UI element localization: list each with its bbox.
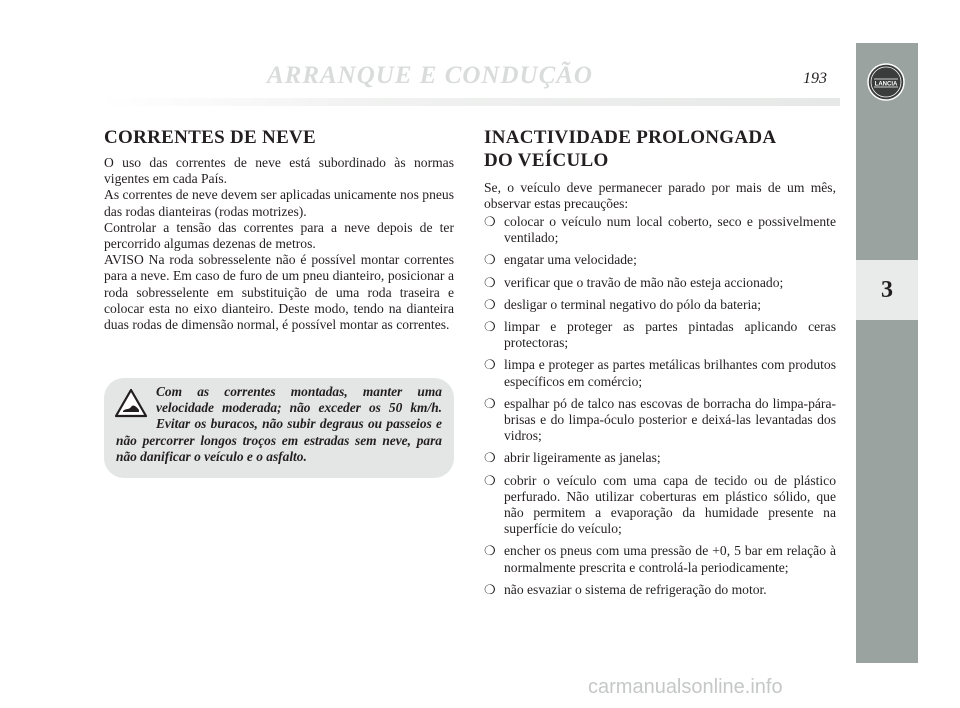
list-item: ❍ desligar o terminal negativo do pólo da bateria; xyxy=(484,296,762,312)
list-item: ❍ colocar o veículo num local coberto, seco e possivelmente ventilado; xyxy=(484,214,836,246)
list-item: ❍ abrir ligeiramente as janelas; xyxy=(484,450,661,466)
bullet-icon: ❍ xyxy=(484,274,496,290)
paragraph: As correntes de neve devem ser aplicadas unicamente nos pneus das rodas dianteiras (rodas motrizes). xyxy=(104,187,454,219)
precautions-list xyxy=(484,214,836,604)
section-title-prolonged-inactivity xyxy=(484,126,776,172)
list-item: ❍ encher os pneus com uma pressão de +0, 5 bar em relação à normalmente prescrita e controlá-la periodicamente; xyxy=(484,543,836,575)
bullet-icon: ❍ xyxy=(484,450,496,466)
list-item: ❍ limpa e proteger as partes metálicas brilhantes com produtos específicos em comércio; xyxy=(484,357,836,389)
bullet-icon: ❍ xyxy=(484,252,496,268)
chapter-sidebar xyxy=(856,43,918,663)
bullet-icon: ❍ xyxy=(484,395,496,411)
list-item: ❍ verificar que o travão de mão não esteja accionado; xyxy=(484,274,784,290)
page-number: 193 xyxy=(803,70,827,87)
snow-chains-body xyxy=(104,155,454,333)
chapter-number: 3 xyxy=(881,276,893,303)
paragraph: AVISO Na roda sobresselente não é possível montar correntes para a neve. Em caso de furo de um pneu dianteiro, posicionar a roda sobresselente em substituição de uma roda traseira e colocar esta no eixo dianteiro. Deste modo, tendo na dianteira duas rodas de dimensão normal, é possível montar as correntes. xyxy=(104,252,454,333)
bullet-icon: ❍ xyxy=(484,472,496,488)
list-item: ❍ limpar e proteger as partes pintadas aplicando ceras protectoras; xyxy=(484,319,836,351)
chapter-tab xyxy=(856,260,918,320)
bullet-icon: ❍ xyxy=(484,357,496,373)
paragraph: Controlar a tensão das correntes para a neve depois de ter percorrido algumas dezenas de metros. xyxy=(104,219,454,252)
list-item: ❍ não esvaziar o sistema de refrigeração do motor. xyxy=(484,581,767,597)
warning-text: Com as correntes montadas, manter uma velocidade moderada; não exceder os 50 km/h. Evitar os buracos, não subir degraus ou passeios e não percorrer longos troços em estradas sem neve, para não danificar o veículo e o asfalto. xyxy=(116,384,442,464)
bullet-icon: ❍ xyxy=(484,214,496,229)
logo-text: LANCIA xyxy=(874,81,898,88)
title-line: DO VEÍCULO xyxy=(484,150,609,171)
bullet-icon: ❍ xyxy=(484,319,496,335)
list-item: ❍ espalhar pó de talco nas escovas de borracha do limpa-pára-brisas e do limpa-óculo posterior e deixá-las levantadas dos vidros; xyxy=(484,395,836,444)
bullet-icon: ❍ xyxy=(484,543,496,559)
page-header-title: ARRANQUE E CONDUÇÃO xyxy=(266,62,593,89)
watermark: carmanualsonline.info xyxy=(588,676,783,698)
list-item: ❍ engatar uma velocidade; xyxy=(484,252,637,268)
title-line: INACTIVIDADE PROLONGADA xyxy=(484,127,777,148)
paragraph: O uso das correntes de neve está subordinado às normas vigentes em cada País. xyxy=(104,155,454,187)
lancia-logo-icon xyxy=(866,62,906,102)
inactivity-intro: Se, o veículo deve permanecer parado por mais de um mês, observar estas precauções: xyxy=(484,180,836,212)
bullet-icon: ❍ xyxy=(484,581,496,597)
list-item: ❍ cobrir o veículo com uma capa de tecido ou de plástico perfurado. Não utilizar coberturas em plástico sólido, que não permitem a evaporação da humidade presente na superfície do veículo; xyxy=(484,472,836,537)
header-divider xyxy=(100,98,840,106)
warning-text-container xyxy=(116,384,442,465)
section-title-snow-chains: CORRENTES DE NEVE xyxy=(104,127,317,148)
bullet-icon: ❍ xyxy=(484,296,496,312)
